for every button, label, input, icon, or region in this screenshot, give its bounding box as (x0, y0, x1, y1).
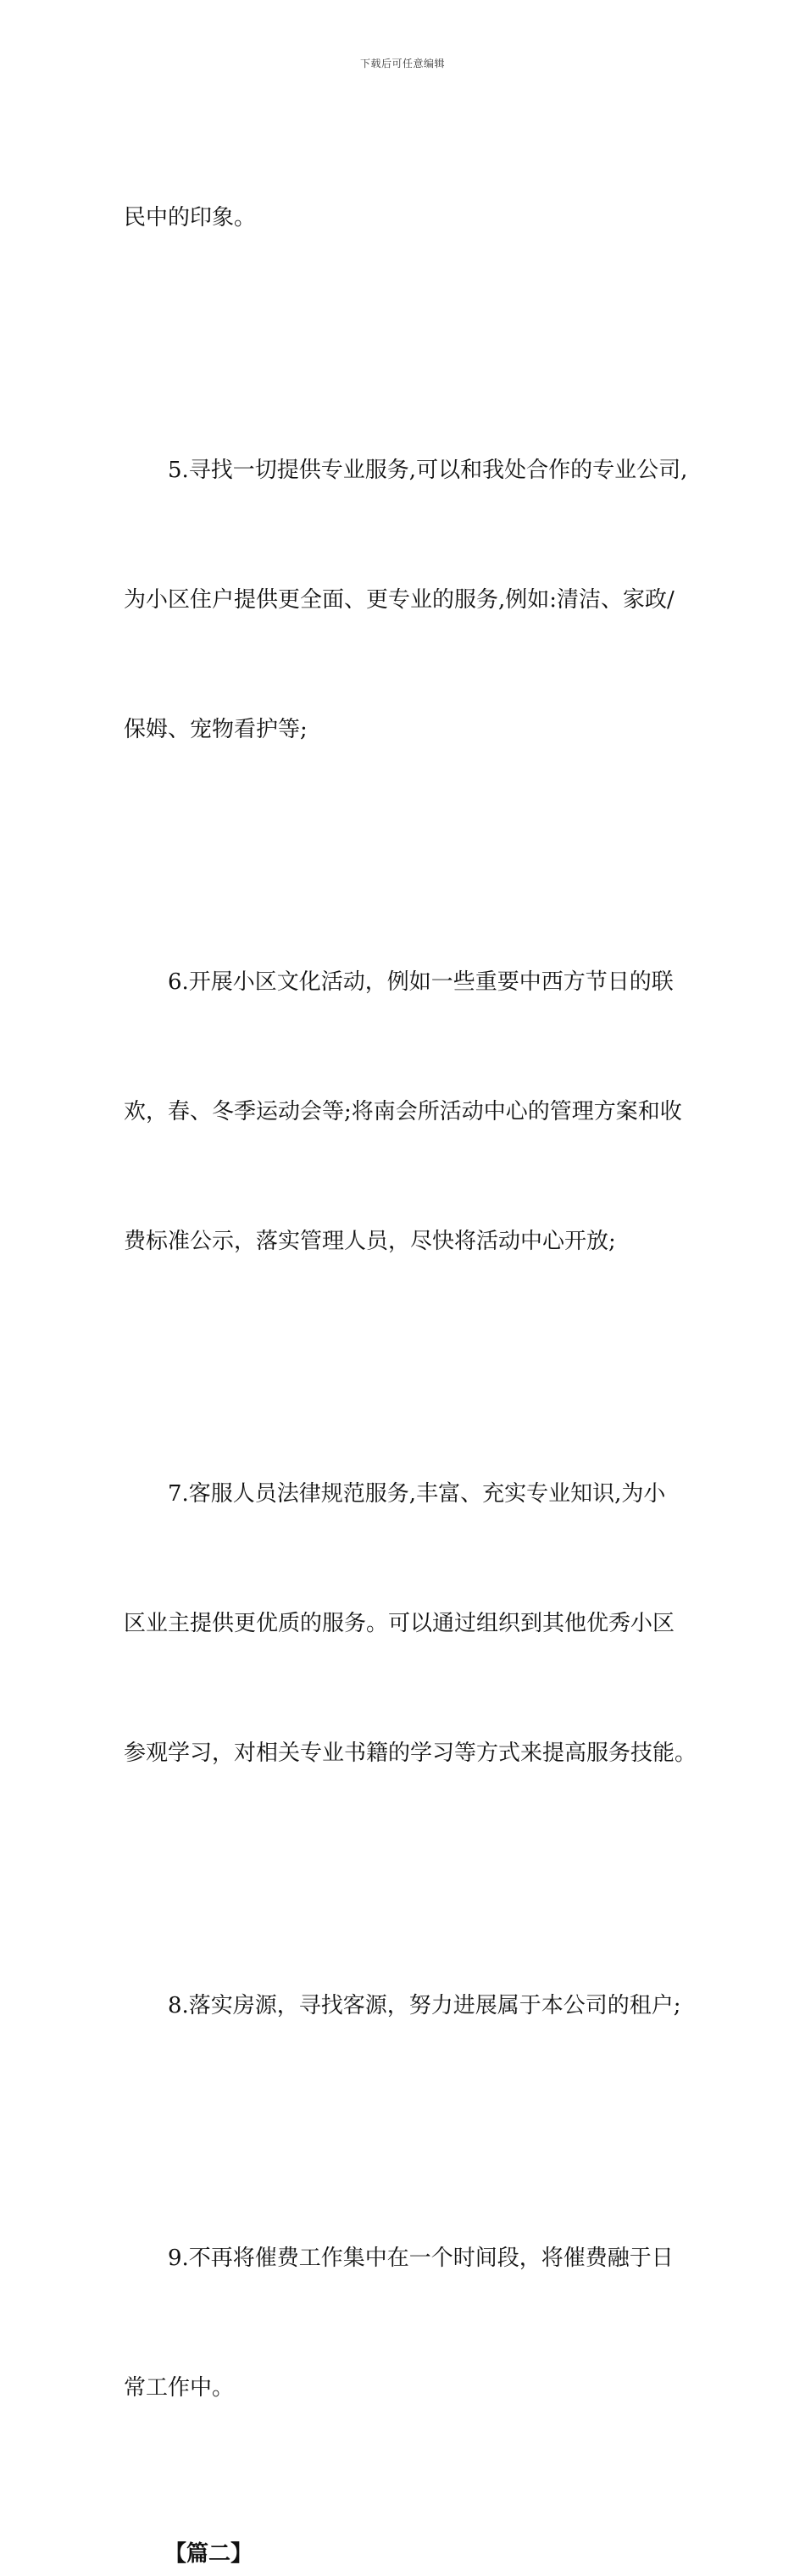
text-line: 9.不再将催费工作集中在一个时间段，将催费融于日 (168, 2246, 674, 2271)
text-line: 8.落实房源，寻找客源，努力进展属于本公司的租户; (168, 1993, 681, 2018)
document-body (124, 110, 697, 2576)
paragraph-item-6 (124, 874, 691, 1350)
paragraph-item-9 (124, 2151, 691, 2496)
paragraph-item-5 (124, 363, 691, 838)
text-line: 7.客服人员法律规范服务,丰富、充实专业知识,为小 (168, 1481, 666, 1507)
text-line: 保姆、宠物看护等; (124, 717, 308, 742)
text-line: 参观学习，对相关专业书籍的学习等方式来提高服务技能。 (124, 1740, 697, 1766)
paragraph-item-7 (124, 1386, 697, 1862)
text-line: 为小区住户提供更全面、更专业的服务,例如:清洁、家政/ (124, 587, 675, 613)
text-line: 欢，春、冬季运动会等;将南会所活动中心的管理方案和收 (124, 1099, 682, 1124)
paragraph-item-8 (124, 1898, 691, 2114)
page-header-note: 下载后可任意编辑 (359, 58, 445, 69)
section-title: 【篇二】 (164, 2541, 253, 2567)
text-line: 5.寻找一切提供专业服务,可以和我处合作的专业公司, (168, 458, 688, 483)
text-line: 民中的印象。 (124, 205, 257, 230)
text-line: 区业主提供更优质的服务。可以通过组织到其他优秀小区 (124, 1611, 675, 1636)
text-line: 6.开展小区文化活动，例如一些重要中西方节日的联 (168, 969, 674, 995)
text-line: 常工作中。 (124, 2375, 235, 2401)
paragraph-continuation (124, 110, 691, 326)
text-line: 费标准公示，落实管理人员，尽快将活动中心开放; (124, 1229, 616, 1254)
